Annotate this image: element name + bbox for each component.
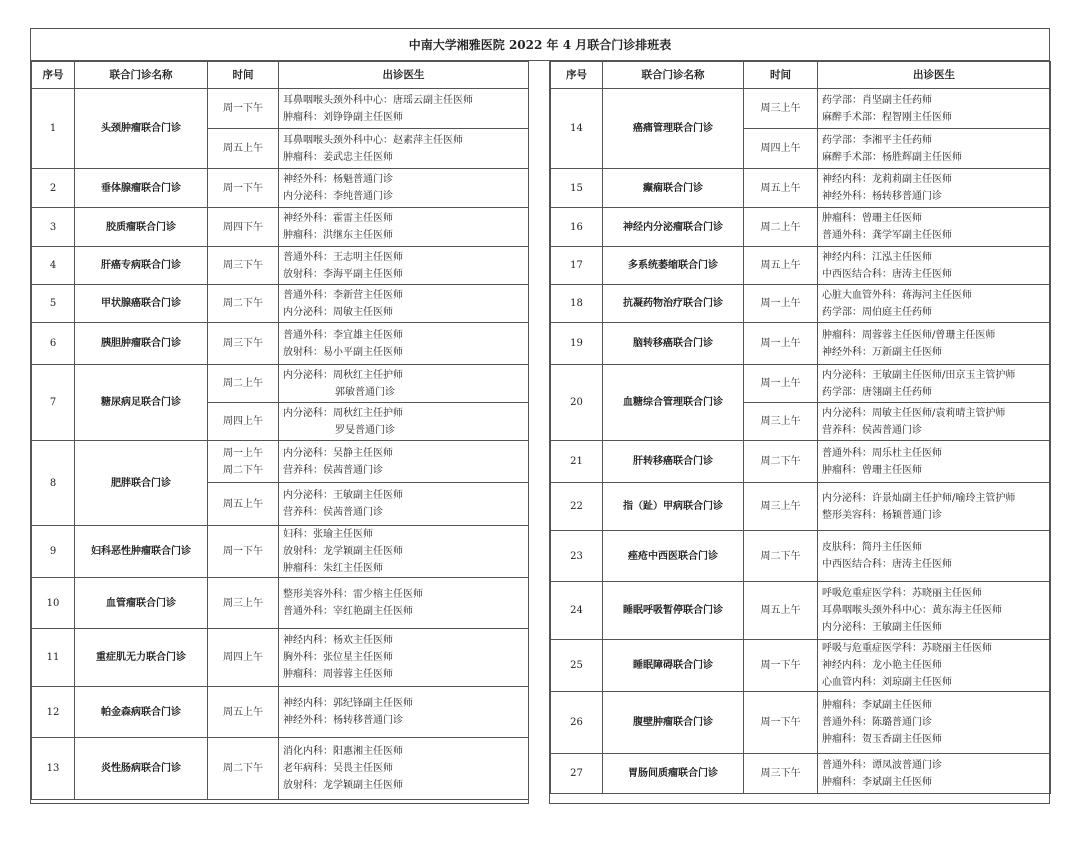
doctor-list	[279, 169, 529, 208]
header-name: 联合门诊名称	[75, 62, 208, 89]
table-row	[551, 582, 1051, 640]
row-number: 8	[32, 441, 75, 526]
header-doctors: 出诊医生	[818, 62, 1051, 89]
clinic-name: 帕金森病联合门诊	[75, 687, 208, 738]
doctor-list	[818, 169, 1051, 208]
schedule-sheet	[30, 28, 1050, 804]
doctor-entry: 郭敏普通门诊	[335, 386, 395, 398]
session-time: 周二下午	[744, 441, 818, 483]
session-time: 周二上午	[208, 365, 279, 403]
doctor-entry: 罗旻普通门诊	[335, 424, 395, 436]
doctor-entry: 普通外科：陈璐普通门诊	[822, 717, 932, 728]
clinic-name: 神经内分泌瘤联合门诊	[603, 208, 744, 247]
row-number: 3	[32, 208, 75, 247]
table-row	[32, 285, 529, 323]
clinic-name: 肥胖联合门诊	[75, 441, 208, 526]
table-row	[32, 323, 529, 365]
row-number: 20	[551, 365, 603, 441]
doctor-entry: 中西医结合科：唐涛主任医师	[822, 268, 952, 280]
row-number: 13	[32, 738, 75, 800]
doctor-list	[818, 129, 1051, 169]
header-time: 时间	[208, 62, 279, 89]
session-time: 周一上午	[744, 365, 818, 403]
row-number: 19	[551, 323, 603, 365]
doctor-entry: 胸外科：张位星主任医师	[283, 652, 393, 663]
session-time: 周五上午	[208, 687, 279, 738]
doctor-entry: 呼吸危重症医学科：苏晓丽主任医师	[822, 588, 982, 599]
doctor-list	[818, 285, 1051, 323]
row-number: 2	[32, 169, 75, 208]
session-time	[208, 441, 279, 483]
clinic-name: 头颈肿瘤联合门诊	[75, 89, 208, 169]
session-time: 周三下午	[208, 323, 279, 365]
session-time: 周一下午	[208, 89, 279, 129]
doctor-entry: 肿瘤科：洪继东主任医师	[283, 230, 393, 241]
doctor-list	[818, 323, 1051, 365]
table-row	[551, 754, 1051, 794]
doctor-entry: 神经内科：龙小艳主任医师	[822, 660, 942, 671]
row-number: 21	[551, 441, 603, 483]
table-row	[32, 578, 529, 629]
doctor-entry: 内分泌科：李纯普通门诊	[283, 191, 393, 202]
doctor-entry: 神经外科：万新副主任医师	[822, 346, 942, 358]
table-row	[32, 441, 529, 483]
table-row	[32, 208, 529, 247]
doctor-list	[279, 323, 529, 365]
doctor-list	[818, 247, 1051, 285]
doctor-entry: 肿瘤科：李斌副主任医师	[822, 776, 932, 788]
time-line: 周二下午	[223, 464, 263, 476]
doctor-entry: 药学部：周伯庭主任药师	[822, 306, 932, 318]
doctor-entry: 内分泌科：许景灿副主任护师/喻玲主管护师	[822, 492, 1016, 504]
session-time: 周五上午	[744, 582, 818, 640]
schedule-table-left	[31, 61, 529, 800]
doctor-entry: 皮肤科：简丹主任医师	[822, 542, 922, 553]
clinic-name: 垂体腺瘤联合门诊	[75, 169, 208, 208]
row-number: 24	[551, 582, 603, 640]
doctor-entry: 药学部：肖坚副主任药师	[822, 94, 932, 106]
doctor-entry: 神经外科：杨魁普通门诊	[283, 174, 393, 185]
doctor-entry: 整形美容科：杨颖普通门诊	[822, 509, 942, 521]
session-time: 周一下午	[744, 692, 818, 754]
doctor-entry: 老年病科：吴畏主任医师	[283, 763, 393, 774]
doctor-list	[818, 754, 1051, 794]
header-name: 联合门诊名称	[603, 62, 744, 89]
doctor-entry: 内分泌科：周秋红主任护师	[283, 369, 403, 381]
table-row	[551, 169, 1051, 208]
doctor-entry: 普通外科：周乐杜主任医师	[822, 447, 942, 459]
doctor-entry: 内分泌科：吴静主任医师	[283, 447, 393, 459]
doctor-entry: 神经内科：杨欢主任医师	[283, 635, 393, 646]
time-line: 周一上午	[223, 447, 263, 459]
header-no: 序号	[32, 62, 75, 89]
table-header	[551, 62, 1051, 89]
doctor-entry: 放射科：龙学颖副主任医师	[283, 546, 403, 557]
row-number: 23	[551, 531, 603, 582]
doctor-entry: 普通外科：李新营主任医师	[283, 289, 403, 301]
row-number: 7	[32, 365, 75, 441]
doctor-entry: 内分泌科：王敏副主任医师/田京玉主管护师	[822, 369, 1016, 381]
table-row	[551, 89, 1051, 129]
table-row	[32, 629, 529, 687]
clinic-name: 甲状腺癌联合门诊	[75, 285, 208, 323]
session-time: 周二下午	[744, 531, 818, 582]
doctor-list	[818, 582, 1051, 640]
doctor-entry: 神经外科：杨转移普通门诊	[822, 191, 942, 202]
page-title: 中南大学湘雅医院 2022 年 4 月联合门诊排班表	[31, 29, 1049, 61]
doctor-entry: 肿瘤科：周蓉蓉主任医师	[283, 669, 393, 680]
header-no: 序号	[551, 62, 603, 89]
row-number: 27	[551, 754, 603, 794]
doctor-entry: 神经内科：龙莉莉副主任医师	[822, 174, 952, 185]
doctor-entry: 肿瘤科：朱红主任医师	[283, 563, 383, 574]
schedule-table-right	[550, 61, 1051, 794]
header-doctors: 出诊医生	[279, 62, 529, 89]
session-time: 周五上午	[208, 129, 279, 169]
table-row	[551, 247, 1051, 285]
doctor-entry: 普通外科：谭凤波普通门诊	[822, 759, 942, 771]
doctor-entry: 神经外科：杨转移普通门诊	[283, 715, 403, 726]
row-number: 15	[551, 169, 603, 208]
doctor-entry: 放射科：李海平副主任医师	[283, 268, 403, 280]
doctor-list	[279, 738, 529, 800]
doctor-entry: 心血管内科：刘琼副主任医师	[822, 677, 952, 688]
session-time: 周五上午	[208, 483, 279, 526]
table-row	[32, 687, 529, 738]
header-time: 时间	[744, 62, 818, 89]
doctor-entry: 神经内科：江泓主任医师	[822, 251, 932, 263]
session-time: 周三上午	[208, 578, 279, 629]
doctor-entry: 药学部：唐翎副主任药师	[822, 386, 932, 398]
session-time: 周三下午	[208, 247, 279, 285]
doctor-entry: 麻醉手术部：程智刚主任医师	[822, 111, 952, 123]
doctor-entry: 肿瘤科：李斌副主任医师	[822, 700, 932, 711]
doctor-entry: 普通外科：龚学军副主任医师	[822, 230, 952, 241]
doctor-entry: 放射科：易小平副主任医师	[283, 346, 403, 358]
doctor-list	[279, 285, 529, 323]
doctor-list	[279, 526, 529, 578]
doctor-list	[279, 403, 529, 441]
clinic-name: 睡眠呼吸暂停联合门诊	[603, 582, 744, 640]
doctor-list	[279, 365, 529, 403]
doctor-entry: 内分泌科：王敏副主任医师	[283, 490, 403, 501]
column-gap	[528, 61, 550, 804]
doctor-entry: 放射科：龙学颖副主任医师	[283, 780, 403, 791]
doctor-entry: 肿瘤科：曾珊主任医师	[822, 464, 922, 476]
session-time: 周二下午	[208, 738, 279, 800]
doctor-list	[279, 483, 529, 526]
clinic-name: 腹壁肿瘤联合门诊	[603, 692, 744, 754]
table-row	[551, 285, 1051, 323]
row-number: 18	[551, 285, 603, 323]
clinic-name: 痤疮中西医联合门诊	[603, 531, 744, 582]
row-number: 25	[551, 640, 603, 692]
table-row	[551, 483, 1051, 531]
doctor-list	[279, 247, 529, 285]
row-number: 1	[32, 89, 75, 169]
doctor-entry: 营养科：侯茜普通门诊	[283, 464, 383, 476]
session-time: 周五上午	[744, 247, 818, 285]
table-row	[32, 365, 529, 403]
doctor-entry: 营养科：侯茜普通门诊	[822, 424, 922, 436]
doctor-list	[279, 129, 529, 169]
clinic-name: 炎性肠病联合门诊	[75, 738, 208, 800]
doctor-list	[279, 629, 529, 687]
doctor-list	[818, 441, 1051, 483]
clinic-name: 胶质瘤联合门诊	[75, 208, 208, 247]
doctor-entry: 药学部：李湘平主任药师	[822, 134, 932, 146]
clinic-name: 肝癌专病联合门诊	[75, 247, 208, 285]
clinic-name: 脑转移癌联合门诊	[603, 323, 744, 365]
session-time: 周二下午	[208, 285, 279, 323]
row-number: 9	[32, 526, 75, 578]
session-time: 周一下午	[744, 640, 818, 692]
clinic-name: 血糖综合管理联合门诊	[603, 365, 744, 441]
clinic-name: 妇科恶性肿瘤联合门诊	[75, 526, 208, 578]
doctor-list	[279, 208, 529, 247]
row-number: 10	[32, 578, 75, 629]
doctor-entry: 内分泌科：王敏副主任医师	[822, 622, 942, 633]
session-time: 周一下午	[208, 526, 279, 578]
session-time: 周三上午	[744, 483, 818, 531]
table-row	[551, 365, 1051, 403]
row-number: 22	[551, 483, 603, 531]
row-number: 11	[32, 629, 75, 687]
doctor-entry: 肿瘤科：曾珊主任医师	[822, 213, 922, 224]
table-row	[551, 692, 1051, 754]
row-number: 16	[551, 208, 603, 247]
session-time: 周四下午	[208, 208, 279, 247]
table-row	[32, 89, 529, 129]
session-time: 周三下午	[744, 754, 818, 794]
doctor-entry: 肿瘤科：周蓉蓉主任医师/曾珊主任医师	[822, 329, 996, 341]
session-time: 周三上午	[744, 89, 818, 129]
session-time: 周四上午	[208, 403, 279, 441]
doctor-entry: 普通外科：王志明主任医师	[283, 251, 403, 263]
doctor-list	[818, 365, 1051, 403]
clinic-name: 胰胆肿瘤联合门诊	[75, 323, 208, 365]
session-time: 周二上午	[744, 208, 818, 247]
doctor-list	[279, 89, 529, 129]
doctor-list	[818, 531, 1051, 582]
clinic-name: 胃肠间质瘤联合门诊	[603, 754, 744, 794]
session-time: 周一上午	[744, 285, 818, 323]
doctor-entry: 耳鼻咽喉头颈外科中心：唐瑶云副主任医师	[283, 94, 473, 106]
clinic-name: 多系统萎缩联合门诊	[603, 247, 744, 285]
doctor-list	[818, 403, 1051, 441]
row-number: 17	[551, 247, 603, 285]
table-row	[551, 531, 1051, 582]
table-row	[551, 208, 1051, 247]
clinic-name: 糖尿病足联合门诊	[75, 365, 208, 441]
clinic-name: 睡眠障碍联合门诊	[603, 640, 744, 692]
doctor-entry: 普通外科：宰红艳副主任医师	[283, 606, 413, 617]
row-number: 12	[32, 687, 75, 738]
table-row	[32, 247, 529, 285]
doctor-entry: 内分泌科：周敏主任医师/袁莉晴主管护师	[822, 407, 1006, 419]
row-number: 4	[32, 247, 75, 285]
doctor-list	[279, 578, 529, 629]
doctor-entry: 神经外科：霍雷主任医师	[283, 213, 393, 224]
doctor-list	[279, 687, 529, 738]
session-time: 周一上午	[744, 323, 818, 365]
doctor-entry: 营养科：侯茜普通门诊	[283, 507, 383, 518]
session-time: 周四上午	[744, 129, 818, 169]
session-time: 周一下午	[208, 169, 279, 208]
doctor-entry: 内分泌科：周秋红主任护师	[283, 407, 403, 419]
doctor-entry: 耳鼻咽喉头颈外科中心：赵素萍主任医师	[283, 134, 463, 146]
doctor-list	[818, 692, 1051, 754]
doctor-entry: 普通外科：李宜雄主任医师	[283, 329, 403, 341]
doctor-list	[818, 483, 1051, 531]
row-number: 26	[551, 692, 603, 754]
clinic-name: 重症肌无力联合门诊	[75, 629, 208, 687]
doctor-entry: 耳鼻咽喉头颈外科中心：黄东海主任医师	[822, 605, 1002, 616]
table-header	[32, 62, 529, 89]
table-row	[32, 738, 529, 800]
row-number: 6	[32, 323, 75, 365]
doctor-list	[818, 640, 1051, 692]
doctor-entry: 内分泌科：周敏主任医师	[283, 306, 393, 318]
table-row	[551, 323, 1051, 365]
doctor-entry: 消化内科：阳惠湘主任医师	[283, 746, 403, 757]
session-time: 周三上午	[744, 403, 818, 441]
doctor-entry: 麻醉手术部：杨胜辉副主任医师	[822, 151, 962, 163]
clinic-name: 指（趾）甲病联合门诊	[603, 483, 744, 531]
clinic-name: 抗凝药物治疗联合门诊	[603, 285, 744, 323]
doctor-entry: 心脏大血管外科：蒋海河主任医师	[822, 289, 972, 301]
doctor-list	[279, 441, 529, 483]
doctor-entry: 肿瘤科：贺玉香副主任医师	[822, 734, 942, 745]
table-row	[32, 169, 529, 208]
doctor-entry: 整形美容外科：雷少榕主任医师	[283, 589, 423, 600]
doctor-entry: 呼吸与危重症医学科：苏晓丽主任医师	[822, 643, 992, 654]
table-row	[551, 441, 1051, 483]
doctor-entry: 妇科：张瑜主任医师	[283, 529, 373, 540]
doctor-entry: 肿瘤科：刘铮铮副主任医师	[283, 111, 403, 123]
row-number: 5	[32, 285, 75, 323]
table-row	[32, 526, 529, 578]
session-time: 周五上午	[744, 169, 818, 208]
doctor-list	[818, 208, 1051, 247]
row-number: 14	[551, 89, 603, 169]
doctor-entry: 肿瘤科：姜武忠主任医师	[283, 151, 393, 163]
clinic-name: 肝转移癌联合门诊	[603, 441, 744, 483]
doctor-entry: 神经内科：郭纪锋副主任医师	[283, 698, 413, 709]
clinic-name: 癌痛管理联合门诊	[603, 89, 744, 169]
table-row	[551, 640, 1051, 692]
clinic-name: 血管瘤联合门诊	[75, 578, 208, 629]
doctor-entry: 中西医结合科：唐涛主任医师	[822, 559, 952, 570]
doctor-list	[818, 89, 1051, 129]
session-time: 周四上午	[208, 629, 279, 687]
clinic-name: 癫痫联合门诊	[603, 169, 744, 208]
